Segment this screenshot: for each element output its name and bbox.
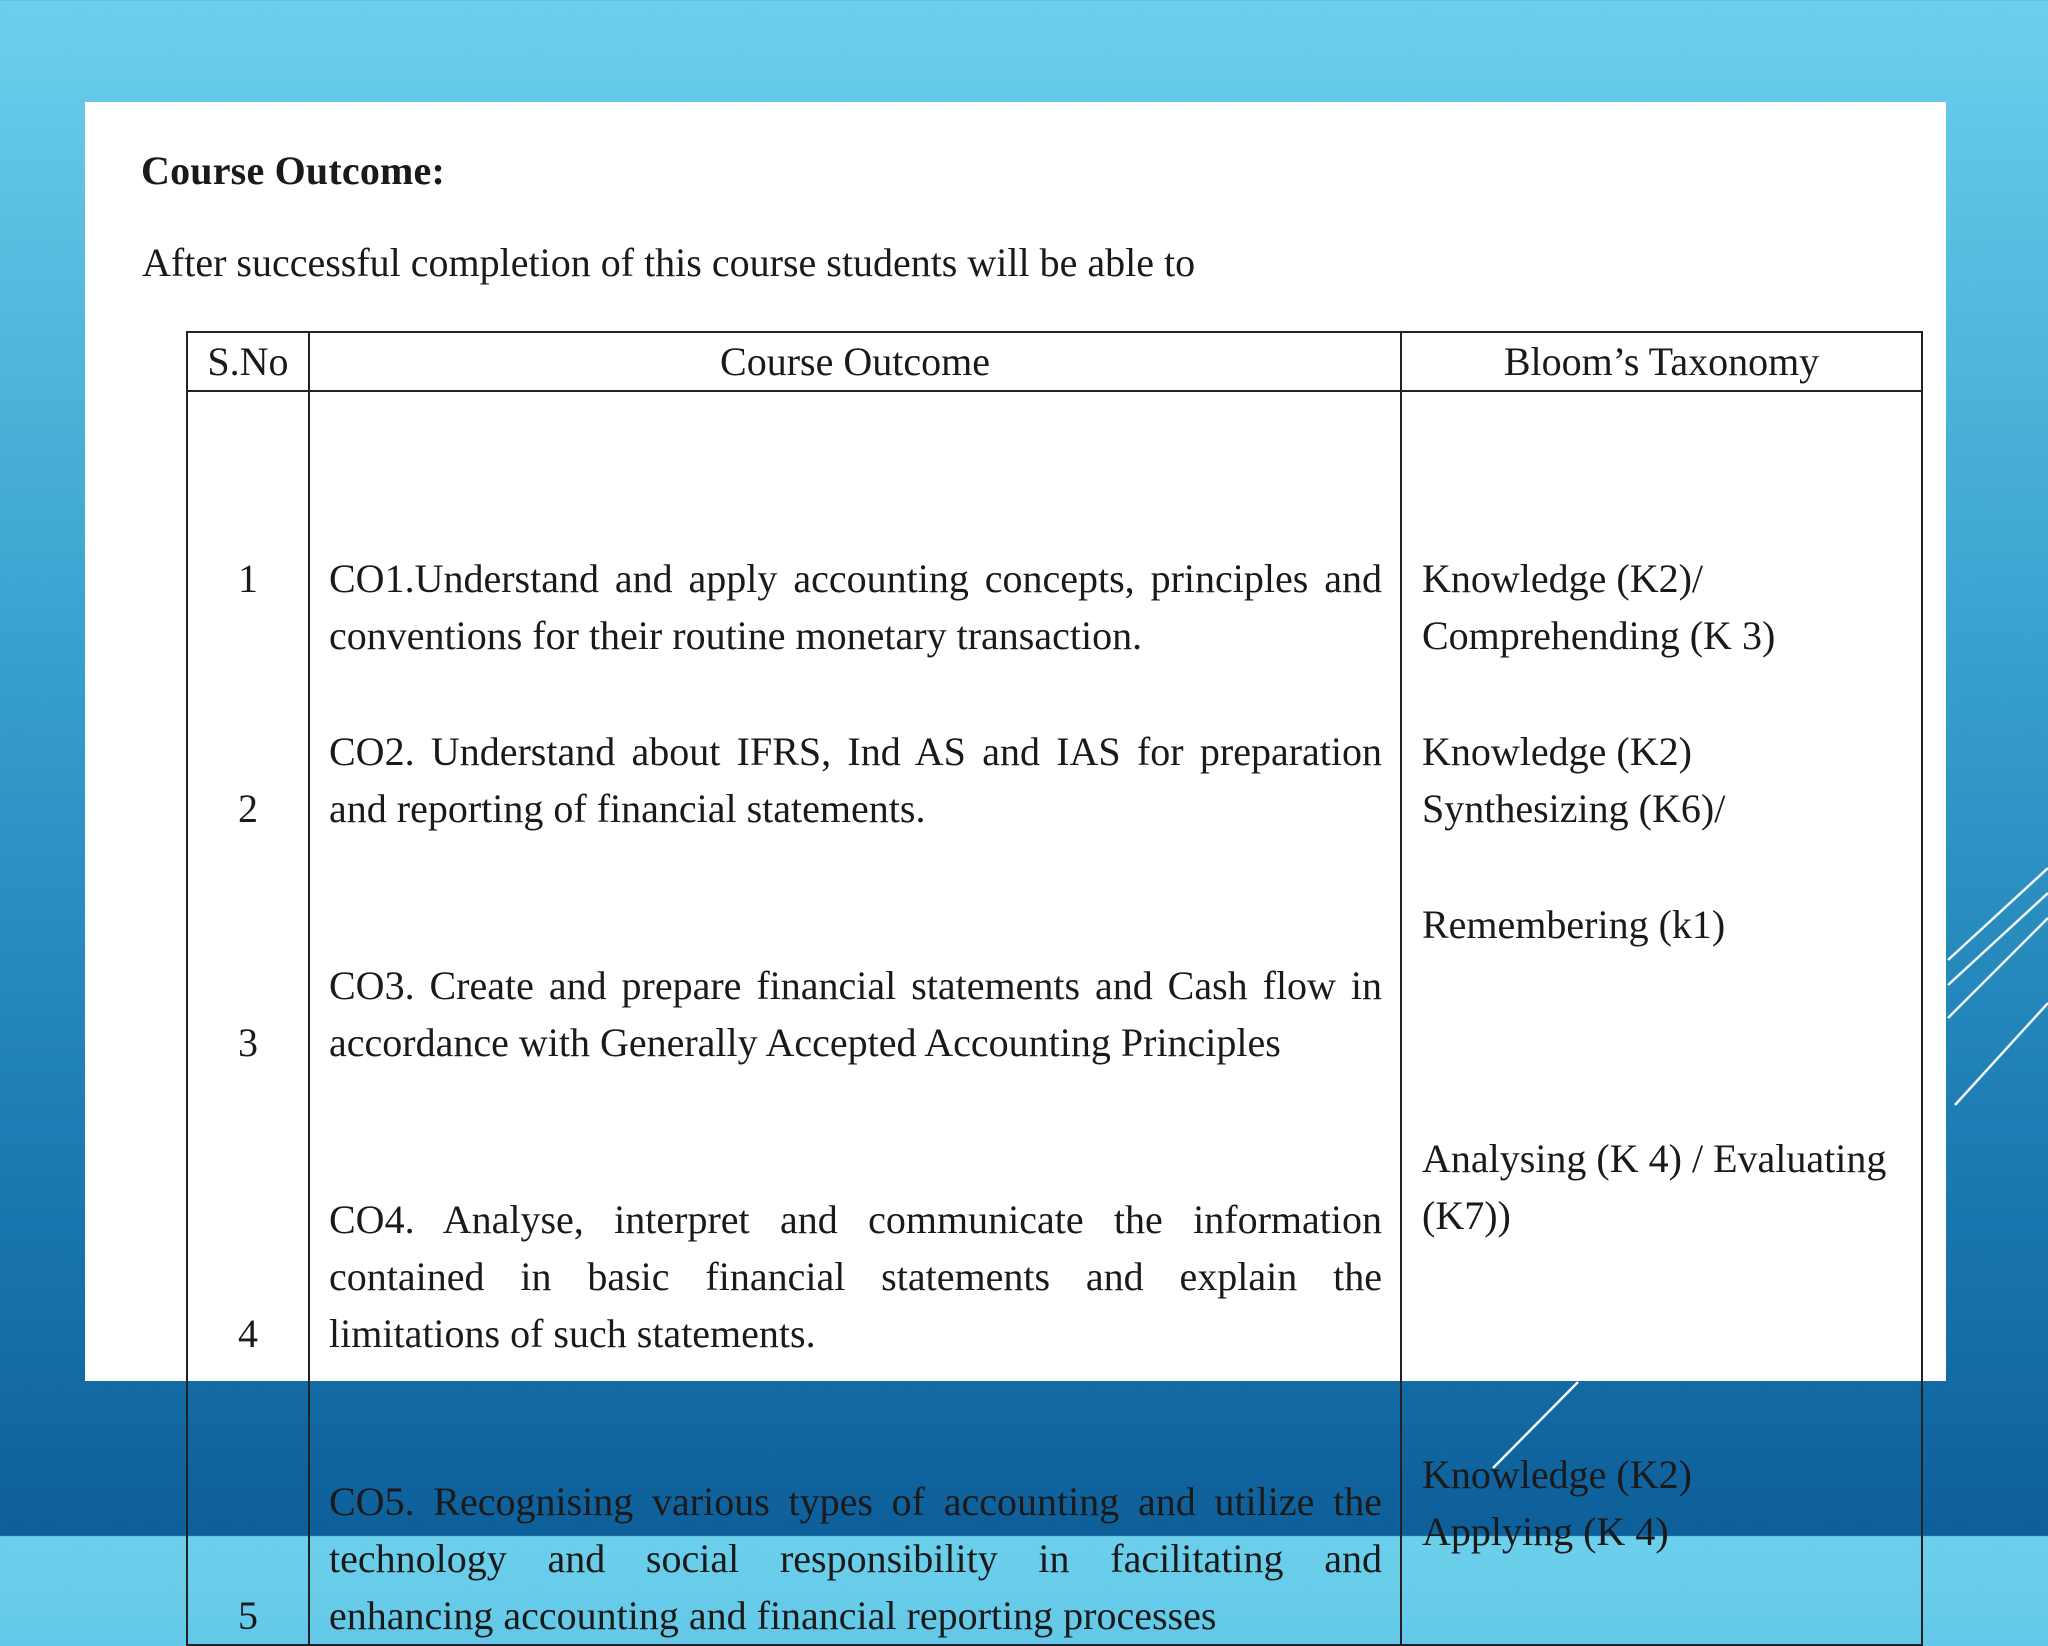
intro-text: After successful completion of this course students will be able to [142,240,1196,285]
bloom-line: Comprehending (K 3) [1422,613,1776,658]
outcome-line: conventions for their routine monetary transaction. [329,613,1143,658]
bloom-line: Analysing (K 4) / Evaluating [1422,1136,1887,1181]
row-number: 1 [187,391,309,665]
bloom-cell [1401,1362,1922,1645]
bloom-cell [1401,1071,1922,1362]
outcome-cell [309,391,1401,665]
outcome-line: CO4. Analyse, interpret and communicate the information [329,1197,1382,1242]
outcome-line: technology and social responsibility in facilitating and [329,1536,1382,1581]
table-row [187,1071,1922,1362]
document-panel [85,102,1946,1638]
bloom-line: Applying (K 4) [1422,1509,1669,1554]
bloom-line: Knowledge (K2) [1422,1452,1692,1497]
row-number: 4 [187,1071,309,1362]
outcome-line: accordance with Generally Accepted Accounting Principles [329,1020,1281,1065]
outcome-cell [309,1362,1401,1645]
decor-line [1948,868,2048,960]
outcome-line: CO2. Understand about IFRS, Ind AS and IAS for preparation [329,729,1382,774]
bloom-line: Knowledge (K2) [1422,729,1692,774]
table-header-row [187,332,1922,391]
outcome-cell [309,665,1401,837]
course-outcome-table [186,331,1923,1646]
outcome-line: contained in basic financial statements and explain the [329,1254,1382,1299]
decor-line [1948,893,2048,985]
row-number: 5 [187,1362,309,1645]
bloom-line: (K7)) [1422,1193,1511,1238]
bloom-cell [1401,837,1922,1071]
bloom-line: Knowledge (K2)/ [1422,556,1704,601]
outcome-line: CO1.Understand and apply accounting concepts, principles and [329,556,1382,601]
outcome-line: CO3. Create and prepare financial statements and Cash flow in [329,963,1382,1008]
outcome-cell [309,1071,1401,1362]
header-sno: S.No [187,332,309,391]
outcome-line: limitations of such statements. [329,1311,816,1356]
section-heading: Course Outcome: [141,148,446,193]
bloom-line: Remembering (k1) [1422,902,1726,947]
table-row [187,391,1922,665]
outcome-line: CO5. Recognising various types of accounting and utilize the [329,1479,1382,1524]
bloom-cell [1401,665,1922,837]
header-blooms-taxonomy: Bloom’s Taxonomy [1401,332,1922,391]
row-number: 2 [187,665,309,837]
decor-line [1948,918,2048,1018]
outcome-line: and reporting of financial statements. [329,786,926,831]
outcome-cell [309,837,1401,1071]
bloom-line: Synthesizing (K6)/ [1422,786,1726,831]
header-course-outcome: Course Outcome [309,332,1401,391]
outcome-line: enhancing accounting and financial reporting processes [329,1593,1217,1638]
table-row [187,1362,1922,1645]
table-row [187,837,1922,1071]
row-number: 3 [187,837,309,1071]
table-row [187,665,1922,837]
decor-line [1955,1003,2048,1105]
bloom-cell [1401,391,1922,665]
